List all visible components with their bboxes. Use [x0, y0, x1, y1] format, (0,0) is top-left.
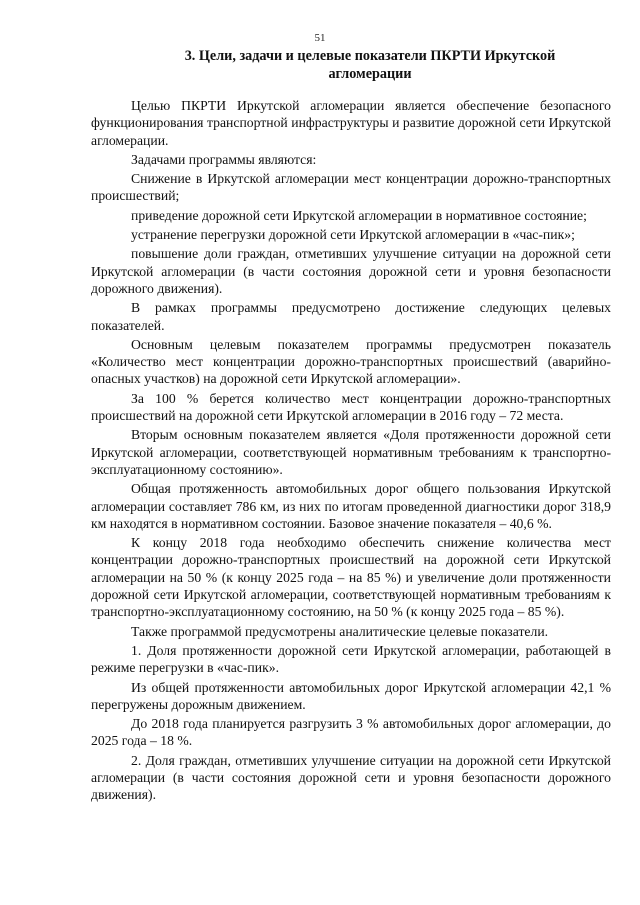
paragraph: В рамках программы предусмотрено достижение следующих целевых показателей. [91, 300, 611, 333]
paragraph: Снижение в Иркутской агломерации мест концентрации дорожно-транспортных происшествий; [91, 171, 611, 204]
paragraph: 2. Доля граждан, отметивших улучшение ситуации на дорожной сети Иркутской агломерации (в части состояния дорожной сети и уровня безопасности дорожного движения). [91, 752, 611, 803]
paragraph: устранение перегрузки дорожной сети Иркутской агломерации в «час-пик»; [131, 227, 575, 243]
paragraph: 1. Доля протяженности дорожной сети Иркутской агломерации, работающей в режиме перегрузки в «час-пик». [91, 642, 611, 676]
paragraph: Целью ПКРТИ Иркутской агломерации является обеспечение безопасного функционирования транспортной инфраструктуры и развитие дорожной сети Иркутской агломерации. [91, 98, 611, 148]
paragraph: К концу 2018 года необходимо обеспечить снижение количества мест концентрации дорожно-транспортных происшествий на дорожной сети Иркутской агломерации на 50 % (к концу 2025 года – на 85 %) и увеличение доли протяженности дорожной сети Иркутской агломерации, соответствующей нормативным требованиям к транспортно-эксплуатационному состоянию, на 50 % (к концу 2025 года – 85 %). [91, 535, 611, 620]
page-number: 51 [314, 32, 326, 44]
paragraph: Общая протяженность автомобильных дорог общего пользования Иркутской агломерации составляет 786 км, из них по итогам проведенной диагностики дорог 318,9 км находятся в нормативном состоянии. Базовое значение показателя – 40,6 %. [91, 481, 611, 531]
paragraph: повышение доли граждан, отметивших улучшение ситуации на дорожной сети Иркутской агломерации (в части состояния дорожной сети и уровня безопасности дорожного движения). [91, 246, 611, 296]
section-title: 3. Цели, задачи и целевые показатели ПКРТИ Иркутской агломерации [184, 48, 556, 82]
paragraph: Из общей протяженности автомобильных дорог Иркутской агломерации 42,1 % перегружены дорожным движением. [91, 679, 611, 712]
paragraph: За 100 % берется количество мест концентрации дорожно-транспортных происшествий на дорожной сети Иркутской агломерации в 2016 году – 72 места. [91, 390, 611, 424]
section-body [91, 97, 611, 806]
paragraph: Основным целевым показателем программы предусмотрен показатель «Количество мест концентрации дорожно-транспортных происшествий (аварийно-опасных участков) на дорожной сети Иркутской агломерации». [91, 336, 611, 387]
paragraph: Задачами программы являются: [131, 151, 317, 167]
paragraph: приведение дорожной сети Иркутской агломерации в нормативное состояние; [131, 207, 587, 223]
paragraph: Также программой предусмотрены аналитические целевые показатели. [131, 623, 549, 639]
paragraph: До 2018 года планируется разгрузить 3 % автомобильных дорог агломерации, до 2025 года – 18 %. [91, 716, 611, 749]
paragraph: Вторым основным показателем является «Доля протяженности дорожной сети Иркутской агломерации, соответствующей нормативным требованиям к транспортно-эксплуатационному состоянию». [91, 427, 611, 477]
